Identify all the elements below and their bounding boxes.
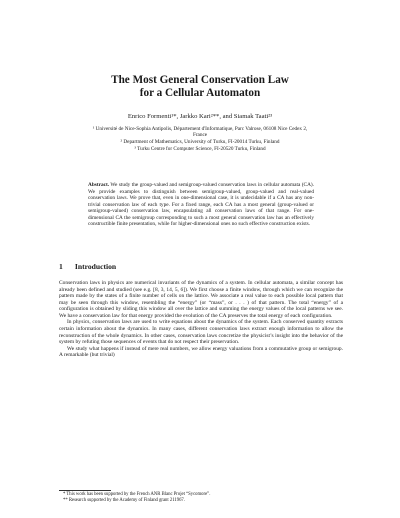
section-title: Introduction: [74, 262, 117, 271]
affiliation-2: ² Department of Mathematics, University of Turku, FI-20014 Turku, Finland: [120, 139, 280, 146]
footnotes: [59, 492, 343, 504]
title-line-2: for a Cellular Automaton: [139, 87, 261, 99]
section-heading: [59, 262, 341, 271]
paper-title: [60, 74, 340, 100]
affiliations: [90, 126, 310, 153]
affiliation-3: ³ Turku Centre for Computer Science, FI-20520 Turku, Finland: [134, 146, 266, 153]
abstract-text: We study the group-valued and semigroup-valued conservation laws in cellular automata (CA). We provide examples to distinguish between semigroup-valued, group-valued and real-valued conservation laws. We prove that, even in one-dimensional case, it is undecidable if a CA has any non-trivial conservation law of each type. For a fixed range, each CA has a most general (group-valued or semigroup-valued) conservation law, encapsulating all conservation laws of that range. For one-dimensional CA the semigroup corresponding to such a most general conservation law has an effectively constructible finite presentation, while for higher-dimensional ones no such effective construction exists.: [88, 182, 314, 227]
body-text: [59, 280, 343, 359]
paragraph-3: We study what happens if instead of mere real numbers, we allow energy valuations from a commutative group or semigroup. A remarkable (but trivial): [59, 345, 343, 359]
title-line-1: The Most General Conservation Law: [111, 74, 289, 86]
paragraph-2: In physics, conservation laws are used to write equations about the dynamics of the system. Each conserved quantity extracts certain information about the dynamics. In many cases, different conservation laws extract enough information to allow the reconstruction of the whole dynamics. In other cases, conservation laws concretize the physicist’s insight into the behavior of the system by refuting those sequences of events that do not respect their preservation.: [59, 319, 343, 346]
abstract: [88, 182, 314, 228]
affiliation-1: ¹ Université de Nice-Sophia Antipolis, Département d'Informatique, Parc Valrose, 06108 Nice Cedex 2, France: [92, 126, 308, 139]
abstract-label: Abstract.: [88, 182, 110, 188]
section-number: 1: [59, 262, 63, 271]
footnote-2: ** Research supported by the Academy of Finland grant 211967.: [63, 497, 185, 503]
footnote-1: * This work has been supported by the French ANR Blanc Projet “Sycomore”.: [63, 492, 211, 497]
author-list: Enrico Formenti¹*, Jarkko Kari²**, and Siamak Taati²³: [127, 113, 273, 120]
footnote-rule: [59, 490, 111, 491]
paragraph-1: Conservation laws in physics are numerical invariants of the dynamics of a system. In cellular automata, a similar concept has already been defined and studied (see e.g. [8, 3, 14, 5, 6]). We first choose a finite window, through which we can recognize the pattern made by the states of a finite number of cells on the lattice. We associate a real value to each possible local pattern that may be seen through this window, resembling the “energy” (or “mass”, or . . . ) of that pattern. The total “energy” of a configuration is obtained by sliding this window all over the lattice and summing the energy values of the local patterns we see. We have a conservation law for that energy provided the evolution of the CA preserves the total energy of each configuration.: [59, 280, 343, 319]
